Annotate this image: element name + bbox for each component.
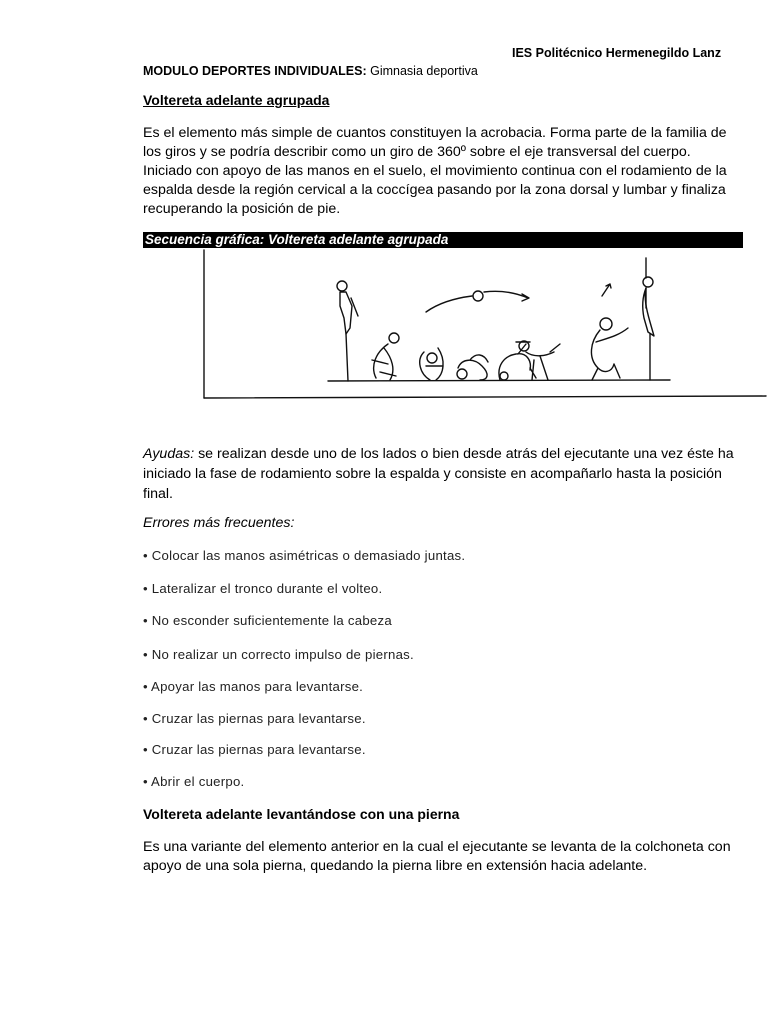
error-item: • Lateralizar el tronco durante el volteo. <box>143 581 383 596</box>
error-item: • No realizar un correcto impulso de piernas. <box>143 647 414 662</box>
error-item: • Cruzar las piernas para levantarse. <box>143 742 366 757</box>
section-title-voltereta-una-pierna: Voltereta adelante levantándose con una pierna <box>143 806 460 822</box>
module-heading <box>143 64 478 78</box>
sequence-title-bar <box>143 232 743 248</box>
error-item: • No esconder suficientemente la cabeza <box>143 613 392 628</box>
intro-line: Es el elemento más simple de cuantos constituyen la acrobacia. Forma parte de la familia de <box>143 125 727 141</box>
gymnast-sequence-sketch <box>200 248 768 404</box>
variant-line: Es una variante del elemento anterior en la cual el ejecutante se levanta de la colchoneta con <box>143 839 731 855</box>
error-item: • Abrir el cuerpo. <box>143 774 245 789</box>
intro-line: los giros y se podría describir como un giro de 360º sobre el eje transversal del cuerpo. <box>143 144 691 160</box>
section-title-voltereta-agrupada: Voltereta adelante agrupada <box>143 92 330 108</box>
ayudas-paragraph <box>143 444 743 504</box>
ayudas-line: final. <box>143 486 173 502</box>
sequence-title: Secuencia gráfica: Voltereta adelante agrupada <box>145 232 449 247</box>
error-item: • Apoyar las manos para levantarse. <box>143 679 364 694</box>
ayudas-text: se realizan desde uno de los lados o bien desde atrás del ejecutante una vez éste ha <box>194 446 734 462</box>
intro-paragraph <box>143 124 733 219</box>
error-item: • Colocar las manos asimétricas o demasiado juntas. <box>143 548 466 563</box>
error-item: • Cruzar las piernas para levantarse. <box>143 711 366 726</box>
intro-line: recuperando la posición de pie. <box>143 201 341 217</box>
variant-line: apoyo de una sola pierna, quedando la pierna libre en extensión hacia adelante. <box>143 858 648 874</box>
module-label: MODULO DEPORTES INDIVIDUALES: <box>143 64 367 78</box>
school-name: IES Politécnico Hermenegildo Lanz <box>512 46 722 60</box>
ayudas-line <box>143 444 743 464</box>
ayudas-label: Ayudas: <box>143 446 195 462</box>
intro-line: espalda desde la región cervical a la coccígea pasando por la zona dorsal y lumbar y finaliza <box>143 182 726 198</box>
gymnast-sequence-icon <box>200 248 768 404</box>
module-subject: Gimnasia deportiva <box>370 64 478 78</box>
variant-paragraph <box>143 838 743 876</box>
intro-line: Iniciado con apoyo de las manos en el suelo, el movimiento continua con el rodamiento de la <box>143 163 727 179</box>
errores-title: Errores más frecuentes: <box>143 515 295 531</box>
ayudas-line: iniciado la fase de rodamiento sobre la espalda y consiste en acompañarlo hasta la posición <box>143 466 722 482</box>
